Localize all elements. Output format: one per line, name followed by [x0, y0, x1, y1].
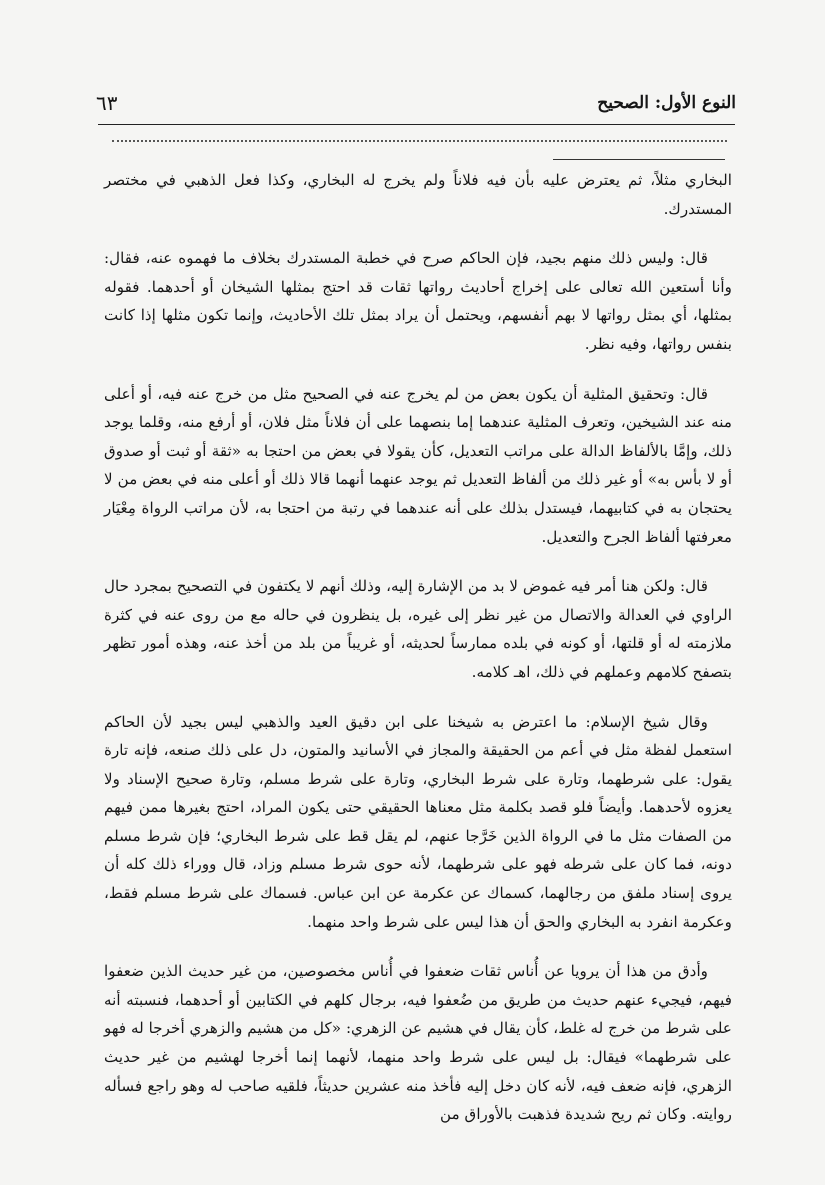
paragraph: قال: ولكن هنا أمر فيه غموض لا بد من الإشارة إليه، وذلك أنهم لا يكتفون في التصحيح بمجرد حال الراوي في العدالة والاتصال من غير نظر إلى غيره، بل ينظرون في حاله مع من روى عنه في كثرة ملازمته له أو قلتها، أو كونه في بلده ممارساً لحديثه، أو غريباً من بلد من أخذ عنه، وهذه أمور تظهر بتصفح كلامهم وعملهم في ذلك، اهـ كلامه.: [104, 577, 732, 681]
paragraph: قال: وليس ذلك منهم بجيد، فإن الحاكم صرح في خطبة المستدرك بخلاف ما فهموه عنه، فقال: وأنا أستعين الله تعالى على إخراج أحاديث رواتها ثقات قد احتج بمثلها الشيخان أو أحدهما. فقوله بمثلها، أي بمثل رواتها لا بهم أنفسهم، ويحتمل أن يراد بمثل تلك الأحاديث، وإنما تكون مثلها إذا كانت بنفس رواتها، وفيه نظر.: [104, 249, 732, 353]
paragraph: وأدق من هذا أن يرويا عن أُناس ثقات ضعفوا في أُناس مخصوصين، من غير حديث الذين ضعفوا فيهم، فيجيء عنهم حديث من طريق من ضُعفوا فيه، برجال كلهم في الكتابين أو أحدهما، فنسبته أنه على شرط من خرج له غلط، كأن يقال في هشيم عن الزهري: «كل من هشيم والزهري أخرجا له فهو على شرطهما» فيقال: بل ليس على شرط واحد منهما، لأنهما إنما أخرجا لهشيم من غير حديث الزهري، فإنه ضعف فيه، لأنه كان دخل إليه فأخذ منه عشرين حديثاً، فلقيه صاحب له وهو راجع فسأله روايته. وكان ثم ريح شديدة فذهبت بالأوراق من: [104, 962, 732, 1124]
paragraph: البخاري مثلاً، ثم يعترض عليه بأن فيه فلاناً ولم يخرج له البخاري، وكذا فعل الذهبي في مختصر المستدرك.: [104, 171, 732, 218]
chapter-title: النوع الأول: الصحيح: [597, 93, 736, 113]
paragraph: قال: وتحقيق المثلية أن يكون بعض من لم يخرج عنه في الصحيح مثل من خرج عنه فيه، أو أعلى منه عند الشيخين، وتعرف المثلية عندهما إما بنصهما على أن فلاناً مثل فلان، أو أرفع منه، وقلما يوجد ذلك، وإمَّا بالألفاظ الدالة على مراتب التعديل، كأن يقولا في بعض من احتجا به «ثقة أو ثبت أو صدوق أو لا بأس به» أو غير ذلك من ألفاظ التعديل ثم يوجد عنهما أنهما قالا ذلك أو أعلى منه في بعض من لا يحتجان به في كتابيهما، فيستدل بذلك على أنه عندهما في رتبة من احتجا به، لأن مراتب الرواة مِعْيَار معرفتها ألفاظ الجرح والتعديل.: [104, 384, 732, 546]
footnote-continuation-rule: [553, 159, 725, 160]
paragraph: وقال شيخ الإسلام: ما اعترض به شيخنا على ابن دقيق العيد والذهبي ليس بجيد لأن الحاكم استعمل لفظة مثل في أعم من الحقيقة والمجاز في الأسانيد والمتون، دل على ذلك صنعه، فإنه تارة يقول: على شرطهما، وتارة على شرط البخاري، وتارة على شرط مسلم، وتارة صحيح الإسناد ولا يعزوه لأحدهما. وأيضاً فلو قصد بكلمة مثل معناها الحقيقي حتى يكون المراد، احتج بغيرها ممن فيهم من الصفات مثل ما في الرواة الذين خَرَّجا عنهم، لم يقل قط على شرط البخاري؛ فإن شرط مسلم دونه، فما كان على شرطه فهو على شرطهما، لأنه حوى شرط مسلم وزاد، قال ووراء ذلك كله أن يروى إسناد ملفق من رجالهما، كسماك عن عكرمة عن ابن عباس. فسماك على شرط مسلم فقط، وعكرمة انفرد به البخاري والحق أن هذا ليس على شرط واحد منهما.: [104, 712, 732, 931]
running-header: [96, 88, 736, 118]
main-text: [104, 166, 732, 1150]
page-number: ٦٣: [96, 91, 118, 115]
dotted-separator: [112, 140, 727, 142]
header-rule: [98, 124, 735, 125]
